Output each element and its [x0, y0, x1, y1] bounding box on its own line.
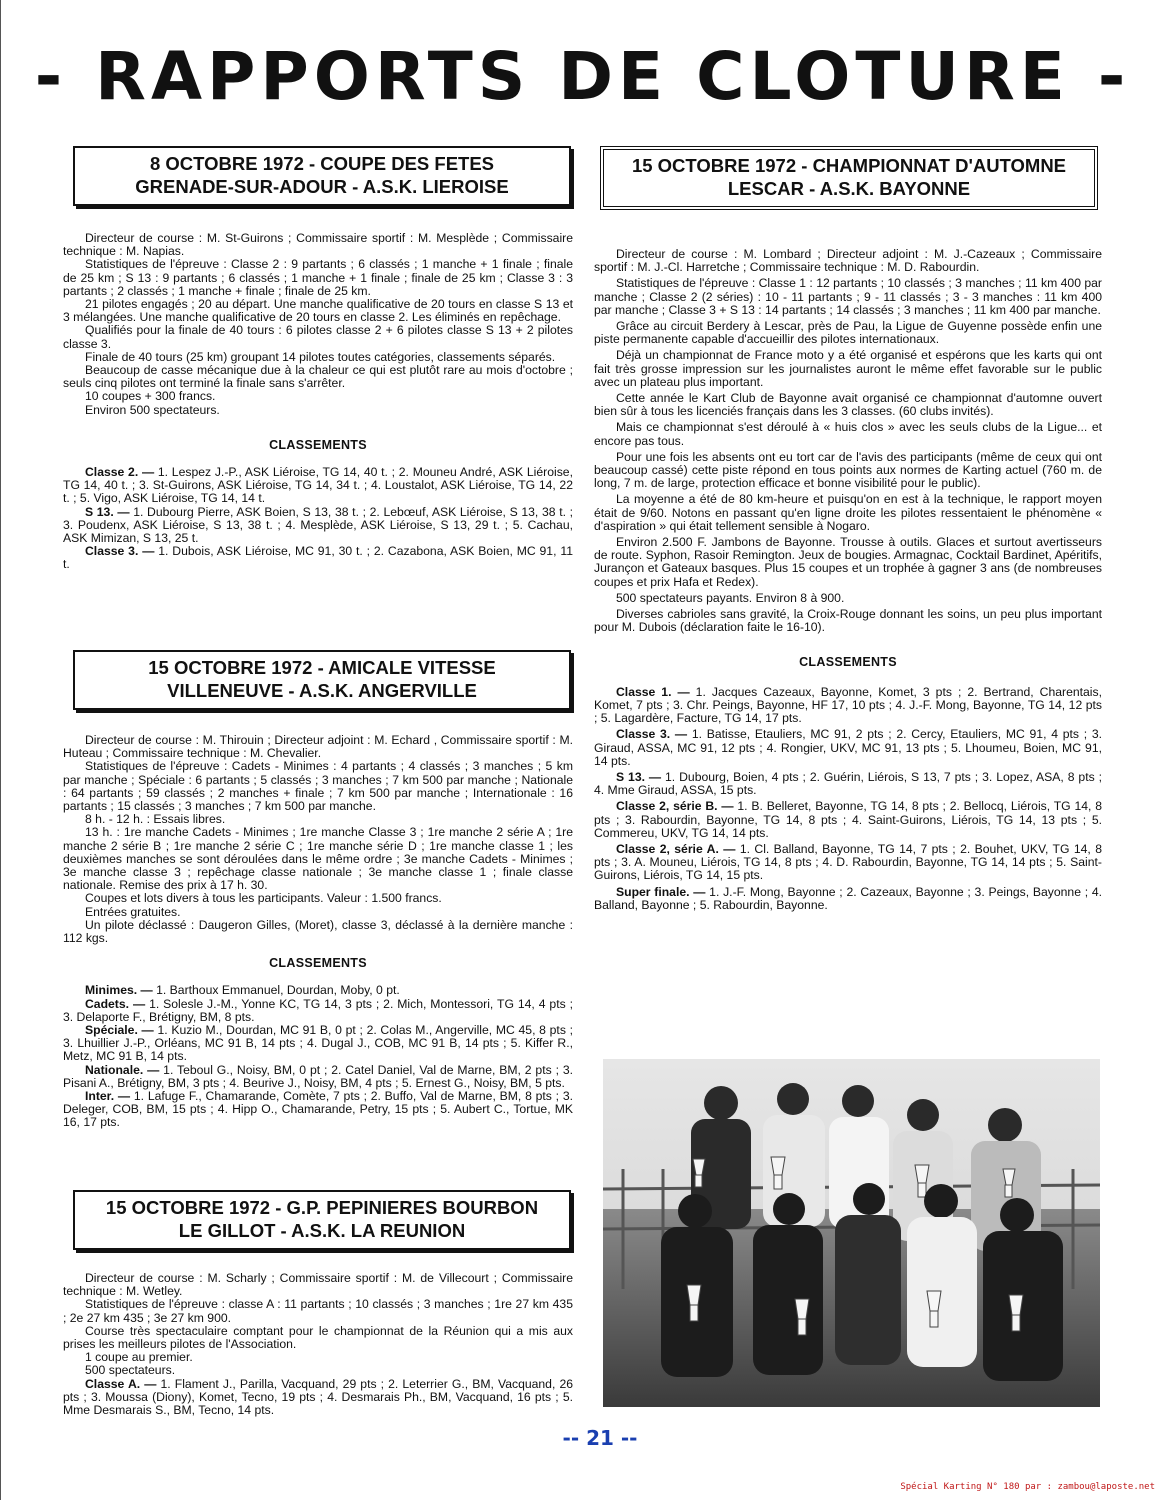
- section-title-frame: [600, 146, 1098, 210]
- section-title-line1: 8 OCTOBRE 1972 - COUPE DES FETES: [149, 153, 495, 174]
- result-label: Classe 3. —: [616, 727, 688, 742]
- paragraph: 1 coupe au premier.: [85, 1350, 193, 1365]
- classements-heading: CLASSEMENTS: [269, 956, 367, 971]
- result-text: 1. B. Belleret, Bayonne, TG 14, 8 pts ; 2. Bellocq, Liérois, TG 14, 8 pts ; 3. Rabourdin, Bayonne, TG 14, 8 pts ; 4. Saint-Guirons, Liérois, TG 14, 13 pts ; 5. Commereu, UKV, TG 14, 14 pts.: [594, 799, 1102, 840]
- result-label: Super finale. —: [616, 884, 706, 899]
- result-label: S 13. —: [85, 504, 130, 519]
- classements-heading: CLASSEMENTS: [799, 655, 897, 670]
- result-label: Classe 2, série B. —: [616, 799, 734, 814]
- paragraph: 8 h. - 12 h. : Essais libres.: [85, 812, 226, 827]
- paragraph: Cette année le Kart Club de Bayonne avait organisé ce championnat d'automne ouvert bien sûr à tous les licenciés français dans les 3 classes. (60 clubs invités).: [594, 391, 1102, 419]
- section-title-box: [73, 650, 571, 710]
- paragraph: Directeur de course : M. Thirouin ; Directeur adjoint : M. Echard , Commissaire sportif : M. Huteau ; Commissaire technique : M. Chevalier.: [63, 733, 573, 761]
- paragraph: 13 h. : 1re manche Cadets - Minimes ; 1re manche Classe 3 ; 1re manche 2 série A ; 1re manche 2 série B ; 1re manche 2 série C ; 1re manche série D ; 1re manche classe 1 ; les deuxièmes manches se sont déroulées dans le même ordre ; 3e manche Cadets - Minimes ; 3e manche classe 3 ; repêchage classe nationale ; 3e manche classe 1 ; finale classe nationale. Remise des prix à 17 h. 30.: [63, 825, 573, 893]
- paragraph: Un pilote déclassé : Daugeron Gilles, (Moret), classe 3, déclassé à la dernière manche : 112 kgs.: [63, 917, 573, 946]
- section-title-box: [603, 149, 1095, 207]
- paragraph: Statistiques de l'épreuve : Classe 2 : 9 partants ; 6 classés ; 1 manche + 1 finale ; finale de 25 km ; S 13 : 9 partants ; 6 classés ; 1 manche + 1 finale ; finale de 25 km ; Classe 3 : 3 partants ; 2 classés ; 1 manche + finale ; finale de 25 km.: [63, 257, 573, 298]
- section-body: [63, 1272, 573, 1417]
- section-title-line1: 15 OCTOBRE 1972 - CHAMPIONNAT D'AUTOMNE: [631, 155, 1067, 176]
- result-label: Classe A. —: [85, 1376, 157, 1391]
- section-title-line2: LE GILLOT - A.S.K. LA REUNION: [178, 1220, 466, 1241]
- group-photo-image: [603, 1059, 1100, 1407]
- section-title-line2: GRENADE-SUR-ADOUR - A.S.K. LIEROISE: [135, 176, 509, 197]
- page-number: -- 21 --: [562, 1426, 638, 1450]
- section-title-box: [73, 146, 571, 206]
- result-text: 1. Dubourg, Boien, 4 pts ; 2. Guérin, Liérois, S 13, 7 pts ; 3. Lopez, ASA, 8 pts ; 4. Mme Giraud, ASSA, 15 pts.: [594, 769, 1102, 798]
- section-title-line2: LESCAR - A.S.K. BAYONNE: [727, 178, 971, 199]
- paragraph: Directeur de course : M. St-Guirons ; Commissaire sportif : M. Mesplède ; Commissaire technique : M. Napias.: [63, 231, 573, 259]
- section-coupe-des-fetes: [63, 146, 573, 572]
- result-text: 1. Teboul G., Noisy, BM, 0 pt ; 2. Catel Daniel, Val de Marne, BM, 2 pts ; 3. Pisani A., Brétigny, BM, 3 pts ; 4. Beurive J., Noisy, BM, 4 pts ; 5. Ernest G., Noisy, BM, 5 pts.: [63, 1062, 573, 1090]
- paragraph: 500 spectateurs.: [85, 1363, 176, 1378]
- paragraph: Coupes et lots divers à tous les participants. Valeur : 1.500 francs.: [85, 891, 442, 906]
- result-label: Minimes. —: [85, 983, 153, 998]
- paragraph: Déjà un championnat de France moto y a été organisé et espérons que les karts qui ont fait très grosse impression sur les journalistes auront le même effet favorable sur le public avec un plateau plus important.: [594, 348, 1102, 389]
- paragraph: Entrées gratuites.: [85, 904, 181, 919]
- result-text: 1. Kuzio M., Dourdan, MC 91 B, 0 pt ; 2. Colas M., Angerville, MC 45, 8 pts ; 3. Lhuillier J.-P., Orléans, MC 91 B, 14 pts ; 4. Dugal J., COB, MC 91 B, 14 pts ; 5. Kiffer R., Metz, MC 91 B, 14 pts.: [63, 1023, 574, 1064]
- result-text: 1. Lespez J.-P., ASK Liéroise, TG 14, 40 t. ; 2. Mouneu André, ASK Liéroise, TG 14, 40 t. ; 3. St-Guirons, ASK Liéroise, TG 14, 34 t. ; 4. Loustalot, ASK Liéroise, TG 14, 22 t. ; 5. Vigo, ASK Liéroise, TG 14, 14 t.: [63, 465, 573, 506]
- section-body: [63, 734, 573, 1130]
- paragraph: Environ 500 spectateurs.: [85, 402, 220, 417]
- paragraph: Mais ce championnat s'est déroulé à « huis clos » avec les seuls clubs de la Ligue... et encore pas tous.: [594, 420, 1102, 448]
- result-text: 1. Dubois, ASK Liéroise, MC 91, 30 t. ; 2. Cazabona, ASK Boien, MC 91, 11 t.: [63, 544, 573, 572]
- paragraph: Environ 2.500 F. Jambons de Bayonne. Trousse à outils. Glaces et surtout avertisseurs de route. Syphon, Rasoir Remington. Jeux de bougies. Armagnac, Cocktail Bardinet, Apéritifs, Jurançon et Gateaux basques. Plus 15 coupes et un trophée à gagner 3 ans (de nombreuses coupes et prix Hafa et Redex).: [594, 535, 1102, 589]
- section-title-line1: 15 OCTOBRE 1972 - G.P. PEPINIERES BOURBON: [105, 1197, 539, 1218]
- result-label: Classe 3. —: [85, 544, 155, 559]
- result-label: S 13. —: [616, 769, 662, 784]
- result-label: Classe 2, série A. —: [616, 841, 736, 856]
- paragraph: 21 pilotes engagés ; 20 au départ. Une manche qualificative de 20 tours en classe S 13 et 3 mélangées. Une manche qualificative de 20 tours en classe 2. Les éliminés en repêchage.: [63, 297, 573, 325]
- paragraph: Qualifiés pour la finale de 40 tours : 6 pilotes classe 2 + 6 pilotes classe S 13 + 2 pilotes classe 3.: [63, 323, 573, 351]
- result-label: Classe 1. —: [616, 684, 690, 699]
- result-text: 1. Cl. Balland, Bayonne, TG 14, 7 pts ; 2. Bouhet, UKV, TG 14, 8 pts ; 3. A. Mouneu, Liérois, TG 14, 8 pts ; 4. D. Rabourdin, Bayonne, TG 14, 14 pts ; 5. Saint-Guirons, Liérois, TG 14, 15 pts.: [594, 841, 1102, 883]
- paragraph: Pour une fois les absents ont eu tort car de l'avis des participants (même de ceux qui ont beaucoup cassé) cette piste répond en tous points aux normes de Karting actuel (760 m. de long, 7 m. de large, protection efficace et bonne visibilité pour le public).: [594, 449, 1102, 491]
- paragraph: Directeur de course : M. Scharly ; Commissaire sportif : M. de Villecourt ; Commissaire technique : M. Wetley.: [63, 1271, 573, 1299]
- page-title: - RAPPORTS DE CLOTURE -: [34, 38, 1131, 115]
- section-amicale-vitesse: [63, 650, 573, 1130]
- section-body: [63, 232, 573, 572]
- result-text: 1. Barthoux Emmanuel, Dourdan, Moby, 0 pt.: [152, 983, 400, 998]
- section-body: [594, 248, 1102, 912]
- section-title-line1: 15 OCTOBRE 1972 - AMICALE VITESSE: [148, 657, 496, 678]
- result-text: 1. J.-F. Mong, Bayonne ; 2. Cazeaux, Bayonne ; 3. Peings, Bayonne ; 4. Balland, Bayonne ; 5. Rabourdin, Bayonne.: [594, 884, 1103, 912]
- paragraph: 10 coupes + 300 francs.: [85, 389, 216, 404]
- paragraph: Directeur de course : M. Lombard ; Directeur adjoint : M. J.-Cazeaux ; Commissaire sportif : M. J.-Cl. Harretche ; Commissaire technique : M. D. Rabourdin.: [594, 247, 1102, 275]
- result-label: Cadets. —: [85, 996, 146, 1011]
- classements-heading: CLASSEMENTS: [269, 437, 367, 452]
- result-text: 1. Dubourg Pierre, ASK Boien, S 13, 38 t. ; 2. Lebœuf, ASK Liéroise, S 13, 38 t. ; 3. Poudenx, ASK Liéroise, S 13, 38 t. ; 4. Mesplède, ASK Liéroise, S 13, 29 t. ; 5. Cachau, ASK Mimizan, S 13, 25 t.: [63, 504, 574, 546]
- section-title-line2: VILLENEUVE - A.S.K. ANGERVILLE: [167, 680, 477, 701]
- result-label: Spéciale. —: [85, 1023, 154, 1038]
- paragraph: Statistiques de l'épreuve : classe A : 11 partants ; 10 classés ; 3 manches ; 1re 27 km 435 ; 2e 27 km 435 ; 3e 27 km 900.: [63, 1297, 573, 1325]
- paragraph: Finale de 40 tours (25 km) groupant 14 pilotes toutes catégories, classements séparés.: [85, 349, 556, 364]
- paragraph: Beaucoup de casse mécanique due à la chaleur ce qui est plutôt rare au mois d'octobre ; seuls cinq pilotes ont terminé la finale sans s'arrêter.: [63, 363, 573, 391]
- result-text: 1. Flament J., Parilla, Vacquand, 29 pts ; 2. Leterrier G., BM, Vacquand, 26 pts ; 3. Moussa (Diony), Komet, Tecno, 19 pts ; 4. Desmarais Ph., BM, Vacquand, 16 pts ; 5. Mme Desmarais S., BM, Tecno, 14 pts.: [63, 1376, 573, 1418]
- paragraph: Diverses cabrioles sans gravité, la Croix-Rouge donnant les soins, un peu plus important pour M. Dubois (déclaration faite le 16-10).: [594, 607, 1102, 635]
- footer-credit: Spécial Karting N° 180 par : zambou@laposte.net: [900, 1482, 1155, 1492]
- section-championnat-automne: [594, 146, 1102, 912]
- paragraph: Grâce au circuit Berdery à Lescar, près de Pau, la Ligue de Guyenne possède enfin une piste permanente capable d'accueillir des pilotes internationaux.: [594, 319, 1102, 347]
- result-text: 1. Jacques Cazeaux, Bayonne, Komet, 3 pts ; 2. Bertrand, Charentais, Komet, 7 pts ; 3. Chr. Peings, Bayonne, HF 17, 10 pts ; 4. J.-F. Mong, Bayonne, TG 14, 12 pts ; 5. Lagardère, Facture, TG 14, 17 pts.: [594, 684, 1102, 726]
- section-pepinieres-bourbon: [63, 1190, 573, 1417]
- result-text: 1. Solesle J.-M., Yonne KC, TG 14, 3 pts ; 2. Mich, Montessori, TG 14, 4 pts ; 3. Delaporte F., Brétigny, BM, 8 pts.: [63, 996, 573, 1024]
- paragraph: La moyenne a été de 80 km-heure et puisqu'on en est à la technique, le rapport moyen était de 9/60. Notons en passant qu'en ligne droite les pilotes ressentaient le phénomène « d'aspiration » qui était tellement sensible à Nogaro.: [594, 492, 1102, 533]
- result-text: 1. Batisse, Etauliers, MC 91, 2 pts ; 2. Cercy, Etauliers, MC 91, 4 pts ; 3. Giraud, ASSA, MC 91, 12 pts ; 4. Rongier, UKV, MC 91, 13 pts ; 5. Lhoumeu, Boien, MC 91, 14 pts.: [594, 727, 1102, 768]
- result-label: Nationale. —: [85, 1062, 160, 1077]
- result-text: 1. Lafuge F., Chamarande, Comète, 7 pts ; 2. Buffo, Val de Marne, BM, 8 pts ; 3. Deleger, COB, BM, 15 pts ; 4. Hipp O., Chamarande, Petry, 15 pts ; 5. Aubert C., Tortue, MK 16, 17 pts.: [63, 1089, 573, 1130]
- paragraph: Statistiques de l'épreuve : Classe 1 : 12 partants ; 10 classés ; 3 manches ; 11 km 400 par manche ; Classe 2 (2 séries) : 10 - 11 partants ; 9 - 11 classés ; 3 - 3 manches : 11 km 400 par manche ; Classe 3 + S 13 : 14 partants ; 14 classés ; 3 manches ; 11 km 400 par manche.: [594, 276, 1102, 317]
- result-label: Classe 2. —: [85, 465, 155, 480]
- page-edge: [0, 0, 1, 1500]
- paragraph: Statistiques de l'épreuve : Cadets - Minimes : 4 partants ; 4 classés ; 3 manches ; 5 km par manche ; Spéciale : 6 partants ; 5 classés ; 3 manches ; 7 km 500 par manche ; Nationale : 64 partants ; 59 classés ; 2 manches + finale ; 7 km 500 par manche ; Internationale : 16 partants ; 15 classés ; 3 manches ; 7 km 500 par manche.: [63, 759, 573, 814]
- paragraph: 500 spectateurs payants. Environ 8 à 900.: [616, 590, 845, 605]
- paragraph: Course très spectaculaire comptant pour le championnat de la Réunion qui a mis aux prises les meilleurs pilotes de l'Association.: [63, 1323, 573, 1352]
- result-label: Inter. —: [85, 1089, 131, 1104]
- section-title-box: [73, 1190, 571, 1250]
